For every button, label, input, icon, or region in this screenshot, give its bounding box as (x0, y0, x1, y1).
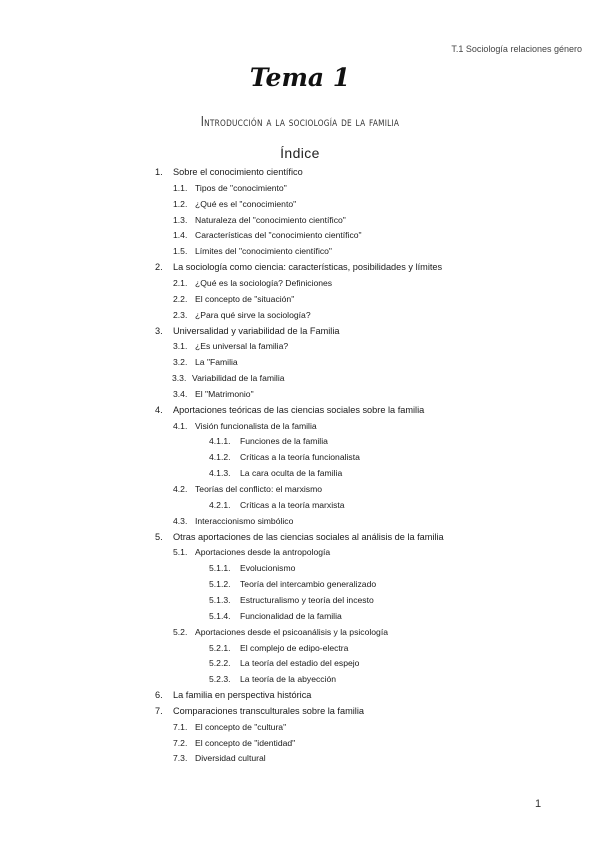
toc-item (173, 721, 286, 733)
toc-item-number: 5.2.2. (209, 658, 231, 669)
toc-item-number: 5.2. (173, 626, 188, 637)
toc-item-number: 5.2.3. (209, 674, 231, 685)
toc-item (155, 404, 424, 416)
toc-item-title: Diversidad cultural (195, 753, 266, 764)
toc-item-title: El concepto de "cultura" (195, 721, 287, 732)
toc-item (173, 420, 317, 432)
toc-item (155, 261, 442, 273)
toc-item (209, 594, 374, 606)
toc-item-number: 4.1. (173, 420, 188, 431)
toc-item-title: Funciones de la familia (240, 436, 328, 447)
toc-item-title: Teorías del conflicto: el marxismo (195, 484, 323, 494)
toc-item-number: 2.2. (173, 293, 188, 304)
toc-item-title: Otras aportaciones de las ciencias sociales al análisis de la familia (173, 531, 444, 542)
toc-item-title: Críticas a la teoría funcionalista (240, 452, 360, 463)
toc-item-number: 3.1. (173, 341, 188, 352)
toc-item (173, 388, 254, 400)
toc-item (173, 483, 322, 495)
toc-item (173, 340, 288, 352)
toc-item-title: Universalidad y variabilidad de la Familia (173, 325, 340, 336)
toc-item-number: 5. (155, 531, 163, 542)
toc-item (209, 499, 345, 511)
toc-item-title: El concepto de "situación" (195, 293, 295, 304)
toc-item (209, 610, 342, 622)
page-subtitle: Introducción a la sociología de la familia (200, 115, 400, 130)
toc-item-number: 7.1. (173, 721, 188, 732)
toc-item-title: Aportaciones desde la antropología (195, 547, 331, 558)
toc-item (155, 689, 311, 701)
toc-item-title: Naturaleza del "conocimiento científico" (195, 214, 346, 225)
toc-item (173, 515, 293, 527)
toc-item (173, 293, 294, 305)
toc-item-number: 4.2.1. (209, 499, 231, 510)
toc-item (155, 705, 364, 717)
toc-item (209, 435, 328, 447)
toc-item-number: 4.1.3. (209, 468, 231, 479)
toc-item-title: Evolucionismo (240, 563, 296, 574)
toc-item (209, 562, 295, 574)
toc-item-title: La cara oculta de la familia (240, 468, 343, 479)
toc-item-number: 2.1. (173, 277, 188, 288)
toc-item-number: 4. (155, 404, 163, 415)
toc-item-number: 7. (155, 705, 163, 716)
toc-item-title: El concepto de "identidad" (195, 737, 296, 748)
toc-item-title: La teoría del estadio del espejo (240, 658, 360, 669)
toc-item (209, 673, 336, 685)
toc-item-number: 4.2. (173, 484, 188, 494)
toc-item (173, 182, 287, 194)
toc-item-title: Aportaciones desde el psicoanálisis y la psicología (195, 626, 388, 637)
toc-item-title: La "Familia (195, 357, 238, 368)
toc-item (173, 737, 295, 749)
toc-item (173, 309, 311, 321)
toc-item-title: Estructuralismo y teoría del incesto (240, 594, 374, 605)
toc-item-number: 4.1.2. (209, 452, 231, 463)
toc-item (173, 277, 332, 289)
toc-item (173, 214, 346, 226)
toc-item-title: Variabilidad de la familia (192, 373, 285, 384)
toc-item-number: 4.3. (173, 515, 188, 526)
toc-item-title: Teoría del intercambio generalizado (240, 579, 377, 590)
toc-item-title: Límites del "conocimiento científico" (195, 246, 332, 257)
toc-item (173, 356, 238, 368)
toc-item-number: 1.5. (173, 246, 188, 257)
toc-item (173, 198, 296, 210)
toc-item-title: La sociología como ciencia: características, posibilidades y límites (173, 262, 443, 273)
toc-item-number: 4.1.1. (209, 436, 231, 447)
toc-item-number: 5.1.1. (209, 563, 231, 574)
toc-item-number: 3.3. (172, 373, 187, 384)
toc-item-title: Tipos de "conocimiento" (195, 182, 287, 193)
index-heading: Índice (280, 145, 320, 161)
toc-item-number: 1.1. (173, 182, 188, 193)
toc-item-number: 1.3. (173, 214, 188, 225)
document-header-label: T.1 Sociología relaciones género (451, 44, 582, 54)
toc-item-title: Aportaciones teóricas de las ciencias sociales sobre la familia (173, 404, 425, 415)
toc-item-number: 5.1.3. (209, 594, 231, 605)
toc-item (173, 626, 388, 638)
toc-item (209, 578, 376, 590)
toc-item-title: Críticas a la teoría marxista (240, 499, 345, 510)
toc-item-number: 7.3. (173, 753, 188, 764)
toc-item-title: ¿Qué es el "conocimiento" (195, 198, 297, 209)
toc-item-number: 5.2.1. (209, 642, 231, 653)
toc-item-number: 5.1.4. (209, 610, 231, 621)
toc-item-number: 1. (155, 167, 163, 177)
toc-item-title: El complejo de edipo-electra (240, 642, 349, 653)
toc-item (209, 467, 342, 479)
toc-item-title: ¿Para qué sirve la sociología? (195, 309, 311, 320)
toc-item-title: La teoría de la abyección (240, 674, 337, 685)
toc-item-number: 5.1. (173, 547, 188, 558)
toc-item (155, 166, 303, 178)
toc-item (155, 531, 444, 543)
page-number: 1 (535, 798, 542, 810)
toc-item (173, 546, 330, 558)
toc-item-number: 2.3. (173, 309, 188, 320)
toc-item-title: El "Matrimonio" (195, 388, 254, 399)
toc-item-title: Visión funcionalista de la familia (195, 420, 317, 431)
toc-item (173, 229, 362, 241)
toc-item (172, 372, 285, 384)
toc-item-number: 1.4. (173, 230, 188, 241)
toc-item (209, 657, 359, 669)
toc-item-title: Características del "conocimiento científico" (195, 230, 362, 241)
toc-item-number: 1.2. (173, 198, 188, 209)
toc-item (173, 245, 332, 257)
toc-item-title: Comparaciones transculturales sobre la familia (173, 705, 364, 716)
toc-item (209, 451, 360, 463)
toc-item (155, 325, 339, 337)
toc-item-title: Sobre el conocimiento científico (173, 167, 303, 177)
toc-item-number: 6. (155, 690, 163, 701)
toc-item-title: ¿Qué es la sociología? Definiciones (195, 277, 333, 288)
toc-item-title: La familia en perspectiva histórica (173, 690, 312, 701)
toc-item-title: Funcionalidad de la familia (240, 610, 342, 621)
toc-item-number: 7.2. (173, 737, 188, 748)
toc-item-title: Interaccionismo simbólico (195, 515, 294, 526)
toc-item-number: 2. (155, 262, 163, 273)
toc-item-title: ¿Es universal la familia? (195, 341, 289, 352)
toc-item (173, 752, 266, 764)
toc-item-number: 3. (155, 325, 163, 336)
page-title: Tema 1 (249, 63, 351, 92)
toc-item-number: 3.2. (173, 357, 188, 368)
toc-item-number: 3.4. (173, 388, 188, 399)
toc-item (209, 642, 348, 654)
toc-item-number: 5.1.2. (209, 579, 231, 590)
